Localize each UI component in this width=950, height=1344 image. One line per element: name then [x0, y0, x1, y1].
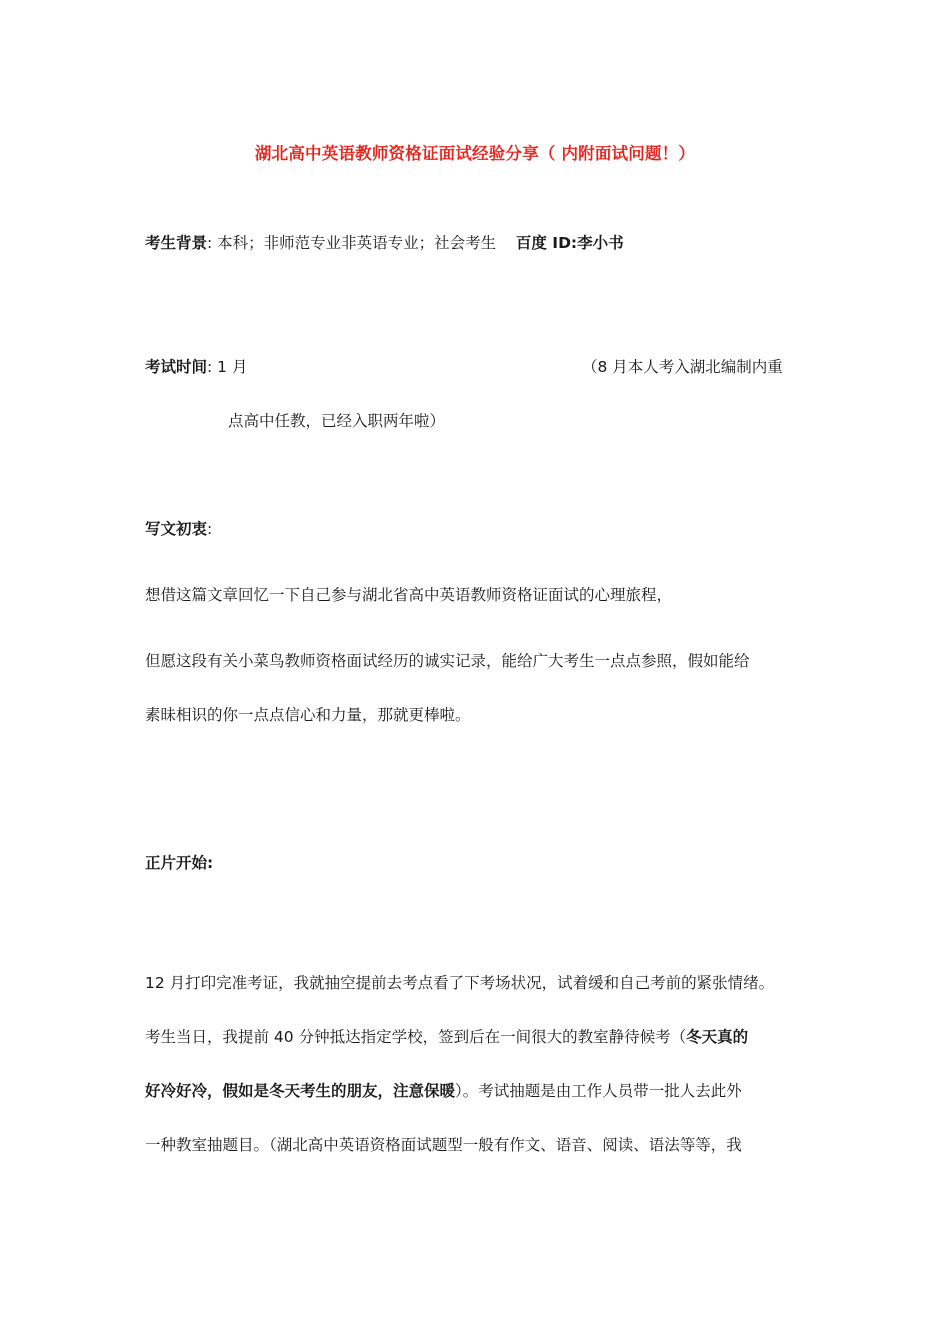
- exam-time-note-1: （8 月本人考入湖北编制内重: [582, 358, 783, 376]
- start-p2a-bold: 冬天真的: [686, 1028, 749, 1046]
- start-paragraph-2b: [145, 1080, 742, 1102]
- exam-time-label: 考试时间: [145, 358, 208, 376]
- start-paragraph-1: 12 月打印完准考证，我就抽空提前去考点看了下考场状况，试着缓和自己考前的紧张情绪。: [145, 974, 775, 992]
- motivation-heading: [145, 518, 212, 540]
- start-p2b-text: ）。考试抽题是由工作人员带一批人去此外: [455, 1082, 742, 1100]
- exam-time-note-2: 点高中任教，已经入职两年啦）: [228, 412, 446, 430]
- background-text: 本科；非师范专业非英语专业；社会考生: [212, 234, 497, 252]
- background-sep: :: [207, 234, 213, 252]
- motivation-label: 写文初衷: [145, 520, 208, 538]
- start-paragraph-2c: 一种教室抽题目。（湖北高中英语资格面试题型一般有作文、语音、阅读、语法等等，我: [145, 1136, 742, 1154]
- motivation-paragraph-1: 想借这篇文章回忆一下自己参与湖北省高中英语教师资格证面试的心理旅程，: [145, 586, 673, 604]
- exam-time-line: [145, 356, 247, 378]
- background-line: [145, 232, 624, 254]
- motivation-paragraph-2b: 素昧相识的你一点点信心和力量，那就更棒啦。: [145, 706, 471, 724]
- motivation-sep: :: [207, 520, 213, 538]
- start-heading: 正片开始:: [145, 854, 214, 872]
- exam-time-value: 1 月: [212, 358, 248, 376]
- background-label: 考生背景: [145, 234, 208, 252]
- start-p2b-bold: 好冷好冷，假如是冬天考生的朋友，注意保暖: [145, 1082, 456, 1100]
- start-paragraph-2a: [145, 1026, 748, 1048]
- document-title: 湖北高中英语教师资格证面试经验分享（ 内附面试问题！）: [254, 144, 696, 163]
- motivation-paragraph-2a: 但愿这段有关小菜鸟教师资格面试经历的诚实记录，能给广大考生一点点参照，假如能给: [145, 652, 750, 670]
- start-p2a-text: 考生当日，我提前 40 分钟抵达指定学校，签到后在一间很大的教室静待候考（: [145, 1028, 687, 1046]
- baidu-id: 百度 ID:李小书: [515, 234, 624, 252]
- exam-time-sep: :: [207, 358, 213, 376]
